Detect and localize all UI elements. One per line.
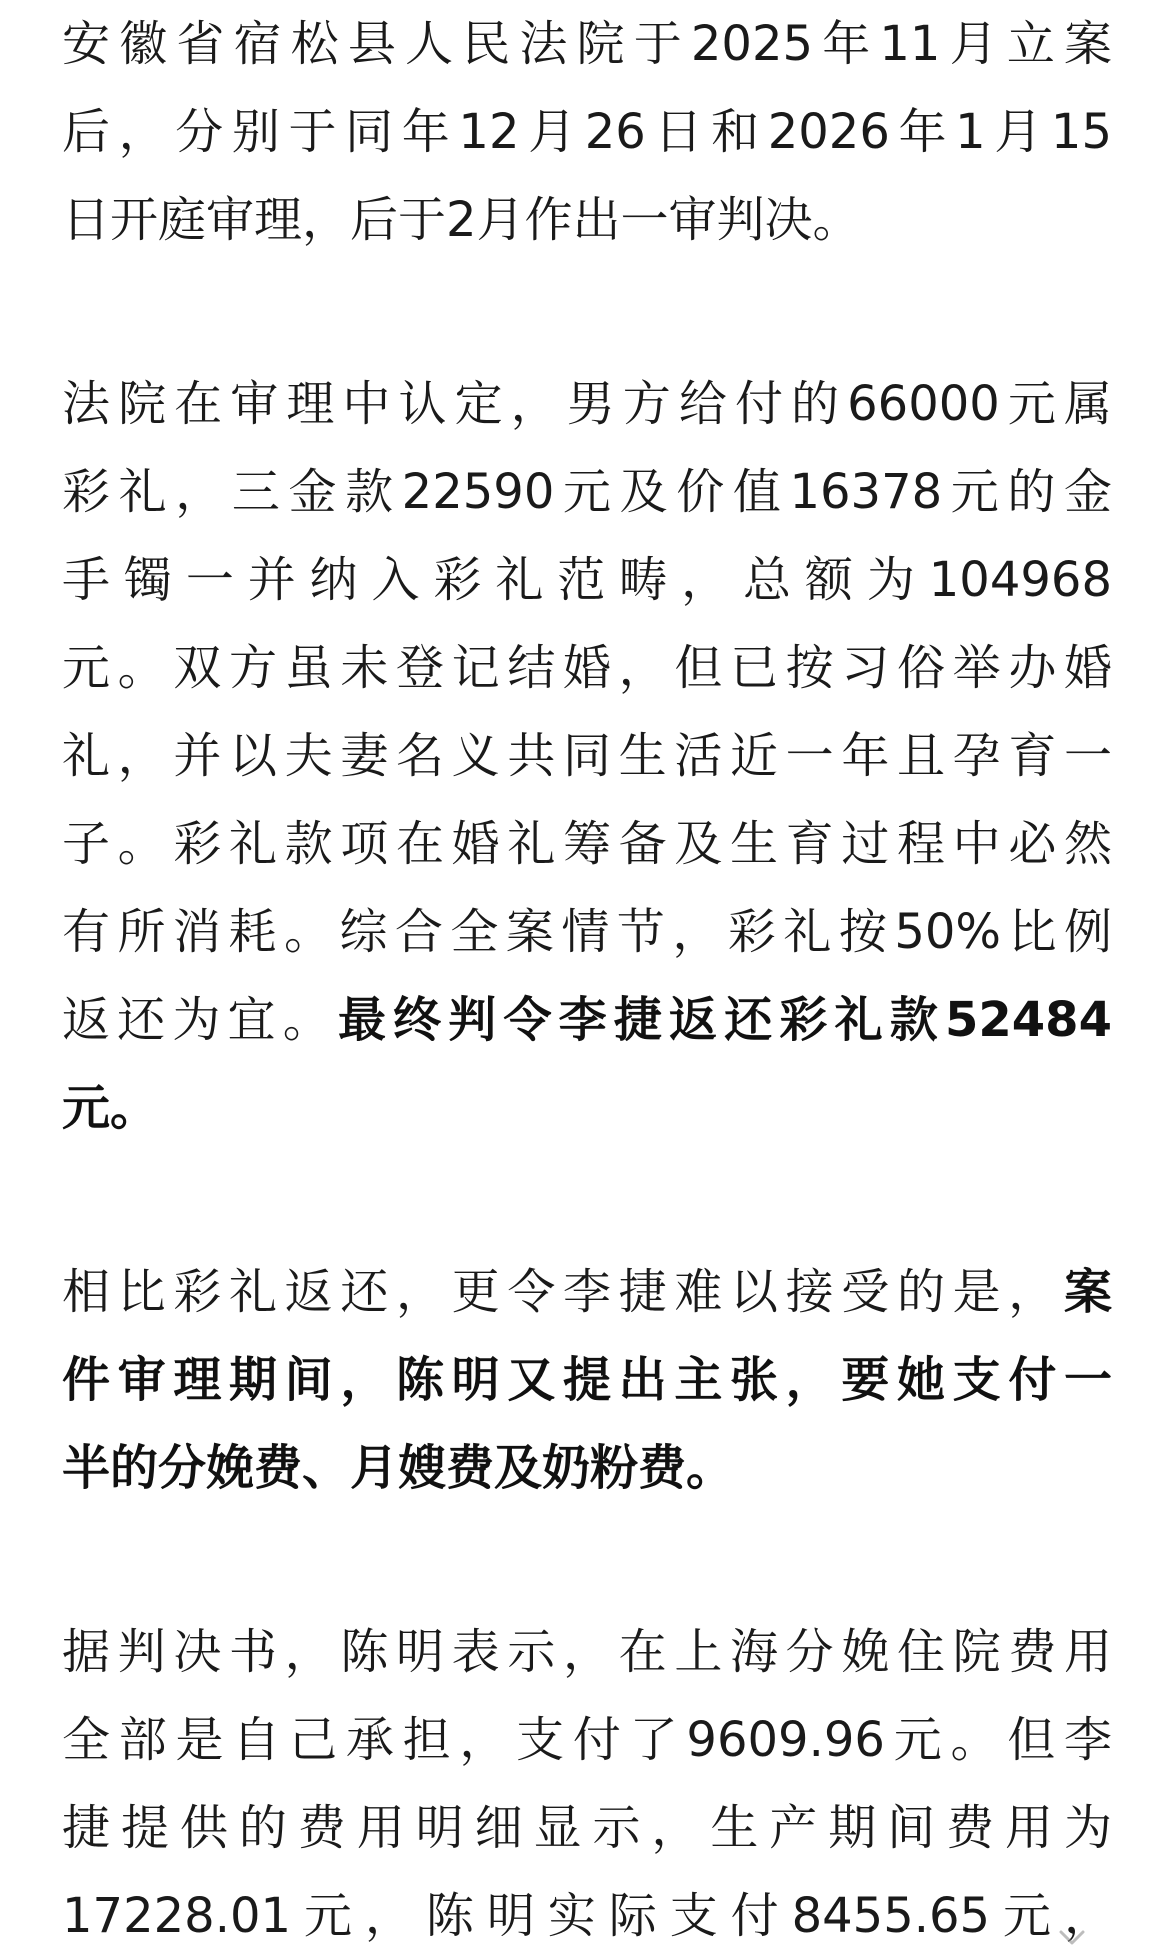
text-line (62, 1248, 1112, 1336)
text-segment: 子。彩礼款项在婚礼筹备及生育过程中必然 (62, 816, 1112, 872)
text-line (62, 1784, 1112, 1872)
bold-text-segment: 半的分娩费、月嫂费及奶粉费。 (62, 1440, 735, 1496)
text-segment: 彩礼，三金款22590元及价值16378元的金 (62, 464, 1112, 520)
text-segment: 礼，并以夫妻名义共同生活近一年且孕育一 (62, 728, 1112, 784)
text-line (62, 536, 1112, 624)
text-line (62, 1608, 1112, 1696)
text-line (62, 1424, 1112, 1512)
bold-text-segment: 元。 (62, 1080, 159, 1136)
text-line (62, 448, 1112, 536)
text-line (62, 624, 1112, 712)
text-segment: 返还为宜。 (62, 992, 338, 1048)
text-segment: 全部是自己承担，支付了9609.96元。但李 (62, 1712, 1112, 1768)
text-line (62, 712, 1112, 800)
text-line (62, 88, 1112, 176)
text-segment: 安徽省宿松县人民法院于2025年11月立案 (62, 16, 1112, 72)
text-segment: 日开庭审理，后于2月作出一审判决。 (62, 192, 861, 248)
text-line (62, 888, 1112, 976)
text-line (62, 1696, 1112, 1784)
text-segment: 捷提供的费用明细显示，生产期间费用为 (62, 1800, 1112, 1856)
text-line (62, 0, 1112, 88)
bold-text-segment: 最终判令李捷返还彩礼款52484 (337, 992, 1112, 1048)
text-line (62, 976, 1112, 1064)
text-line (62, 1336, 1112, 1424)
text-line (62, 176, 1112, 264)
text-segment: 后，分别于同年12月26日和2026年1月15 (62, 104, 1112, 160)
text-line (62, 1064, 1112, 1152)
text-segment: 手镯一并纳入彩礼范畴，总额为104968 (62, 552, 1112, 608)
text-line (62, 360, 1112, 448)
text-segment: 相比彩礼返还，更令李捷难以接受的是， (62, 1264, 1064, 1320)
text-line (62, 1872, 1112, 1954)
text-segment: 据判决书，陈明表示，在上海分娩住院费用 (62, 1624, 1112, 1680)
text-segment: 有所消耗。综合全案情节，彩礼按50%比例 (62, 904, 1112, 960)
bold-text-segment: 件审理期间，陈明又提出主张，要她支付一 (62, 1352, 1112, 1408)
text-segment: 17228.01元，陈明实际支付8455.65元， (62, 1888, 1112, 1944)
text-segment: 法院在审理中认定，男方给付的66000元属 (62, 376, 1112, 432)
text-segment: 元。双方虽未登记结婚，但已按习俗举办婚 (62, 640, 1112, 696)
text-line (62, 800, 1112, 888)
bold-text-segment: 案 (1063, 1264, 1112, 1320)
chevron-down-icon[interactable] (1058, 1928, 1086, 1948)
